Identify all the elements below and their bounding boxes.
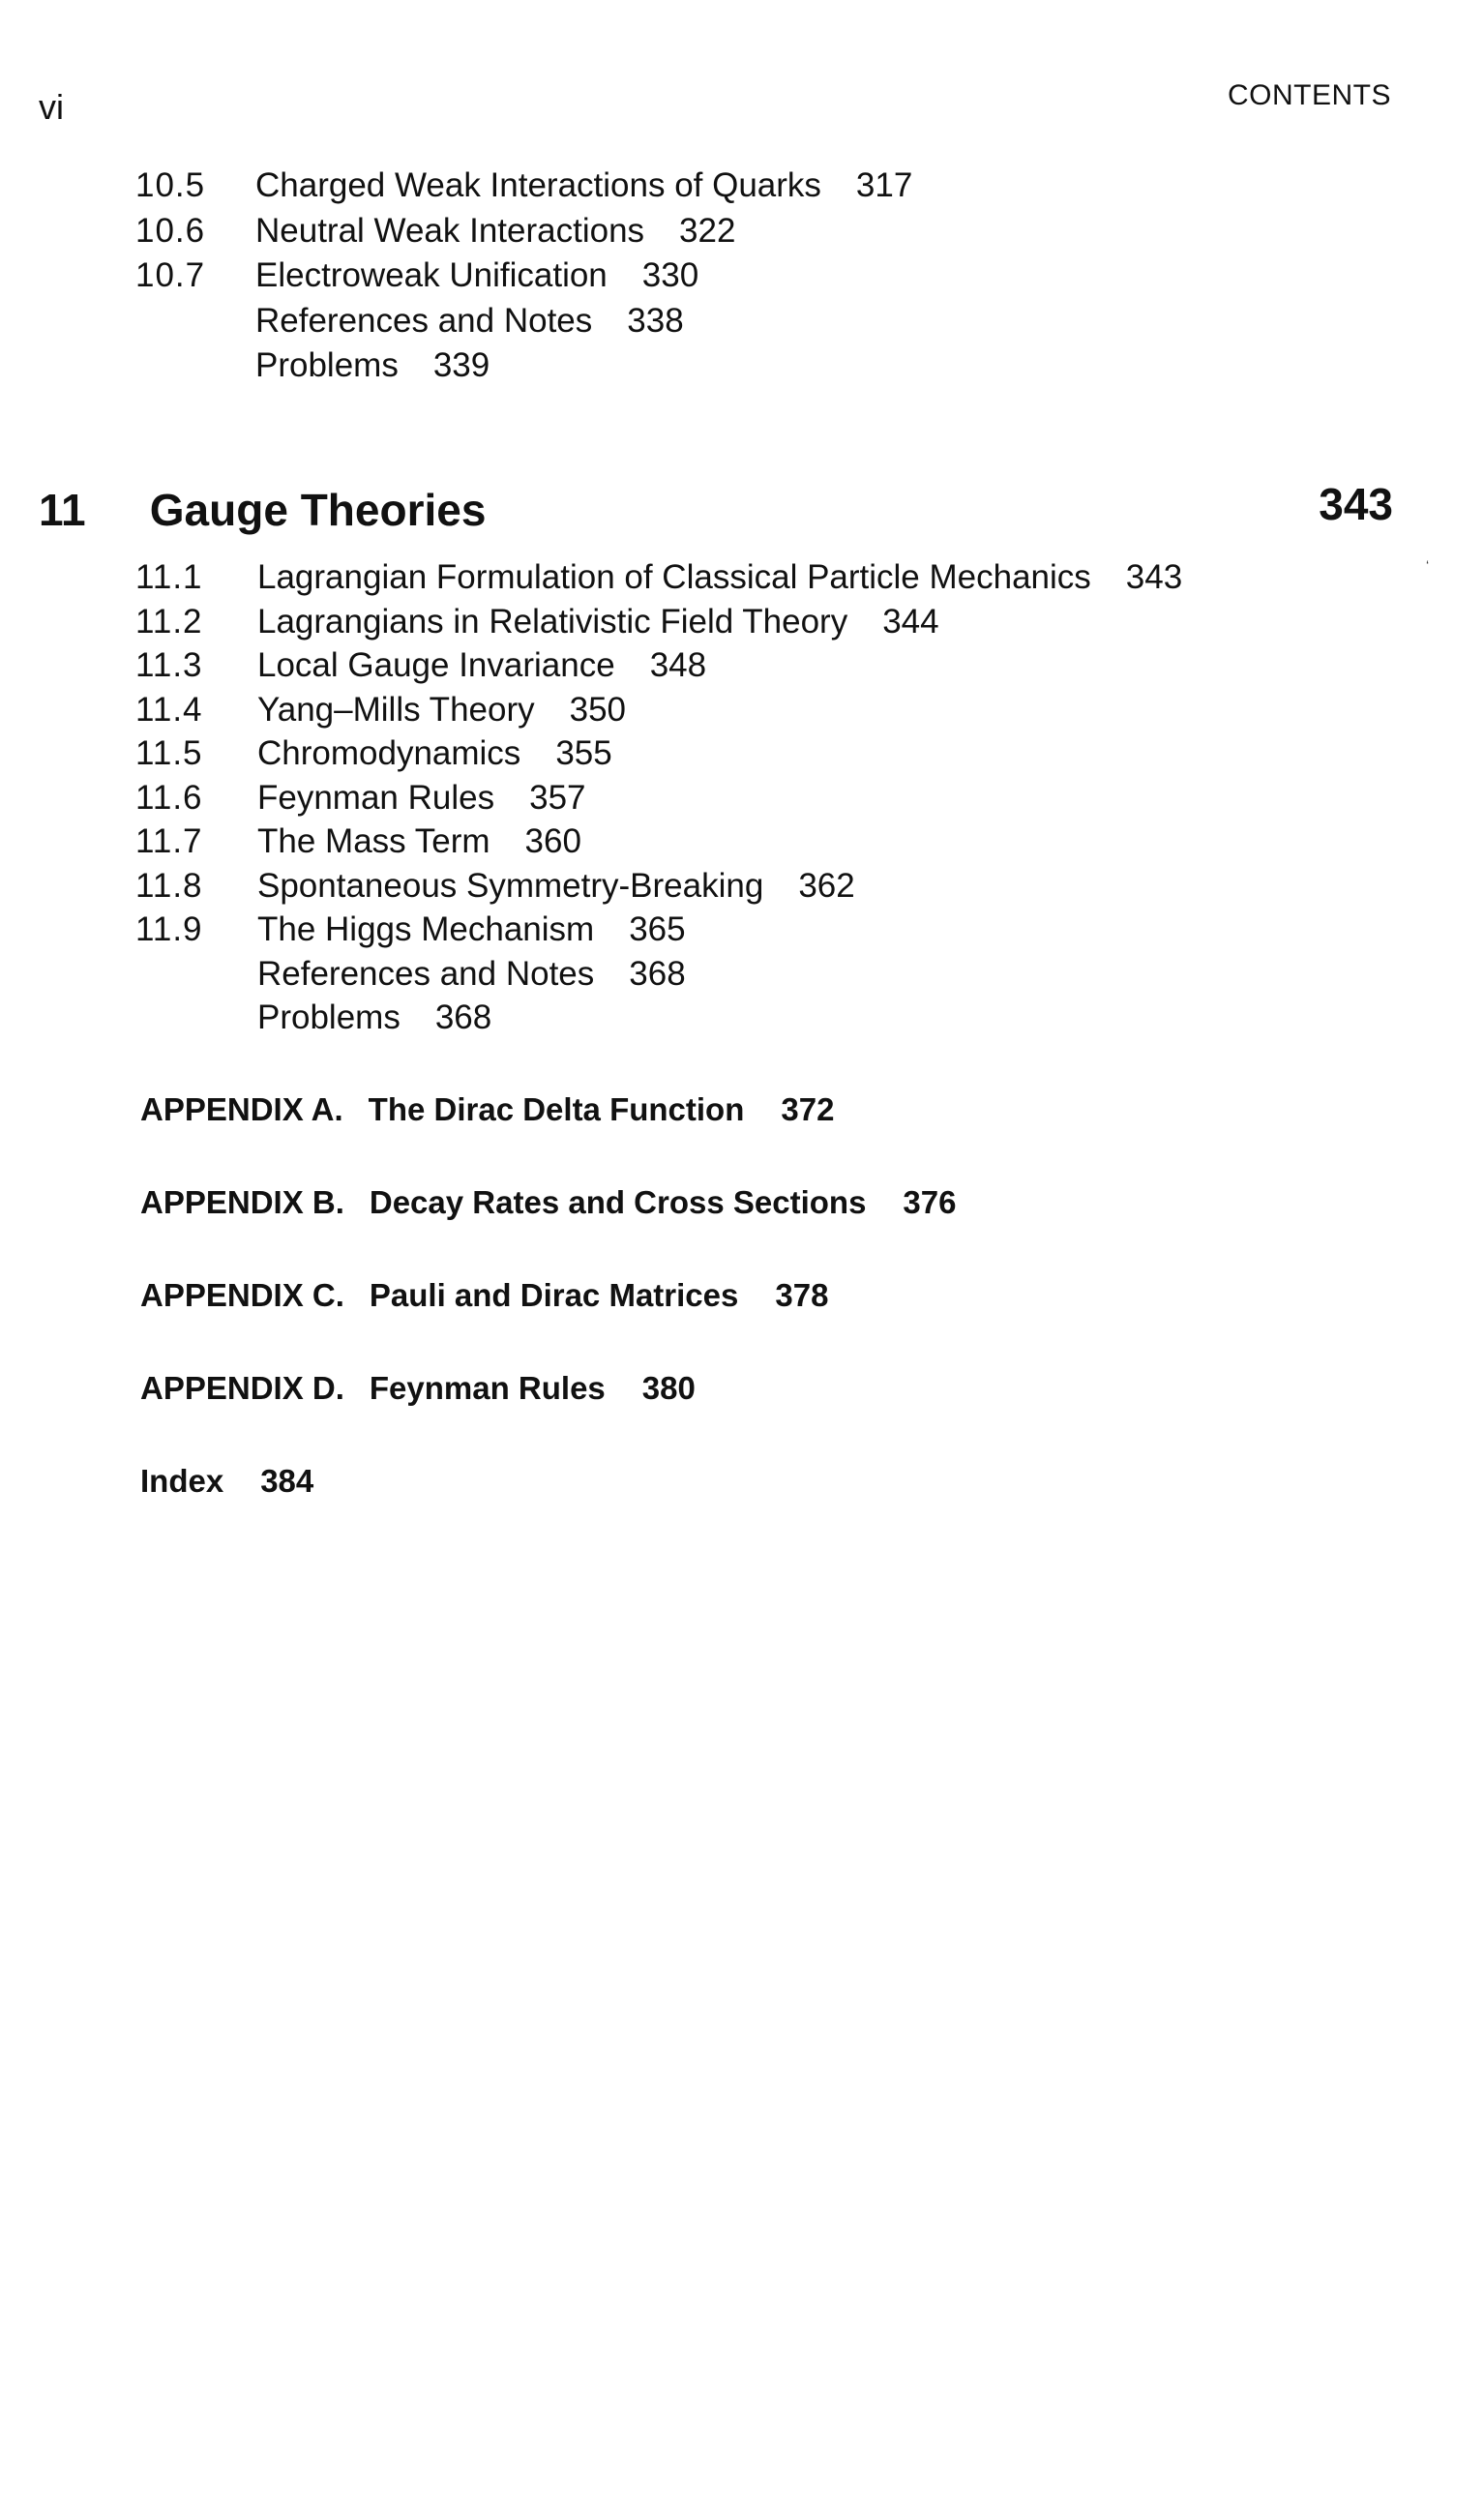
- page-number: 322: [679, 211, 736, 250]
- appendix-title: Pauli and Dirac Matrices: [369, 1277, 739, 1313]
- page-number: 317: [855, 166, 913, 204]
- toc-entry[interactable]: [135, 779, 1182, 823]
- toc-entry[interactable]: [135, 603, 1182, 647]
- appendix-title: Feynman Rules: [369, 1370, 606, 1406]
- page-number: 338: [627, 301, 684, 340]
- section-title: Spontaneous Symmetry-Breaking: [257, 866, 764, 905]
- index-title: Index: [140, 1463, 224, 1499]
- page-number: 339: [432, 346, 490, 384]
- appendix-list: [140, 1091, 956, 1556]
- section-number: 11.3: [135, 646, 203, 684]
- appendix-label: APPENDIX D.: [140, 1370, 344, 1406]
- appendix-entry[interactable]: [140, 1370, 956, 1463]
- page-number: 384: [260, 1463, 314, 1499]
- section-title: Problems: [257, 999, 401, 1036]
- chapter-11-sections: [135, 558, 1182, 1043]
- section-title: Lagrangians in Relativistic Field Theory: [257, 602, 848, 641]
- section-title: Local Gauge Invariance: [257, 646, 615, 684]
- toc-entry[interactable]: [135, 955, 1182, 999]
- section-title: Charged Weak Interactions of Quarks: [255, 166, 821, 204]
- page-number: 365: [629, 910, 686, 948]
- stray-mark: ‘: [1426, 557, 1430, 573]
- page-number: 348: [649, 646, 707, 684]
- chapter-page-number: 343: [1319, 479, 1393, 529]
- chapter-title: Gauge Theories: [149, 485, 487, 535]
- index-entry[interactable]: [140, 1463, 956, 1556]
- appendix-label: APPENDIX B.: [140, 1184, 344, 1220]
- section-title: Chromodynamics: [257, 734, 521, 772]
- chapter-number: 11: [39, 485, 86, 535]
- page-number: 368: [434, 999, 492, 1036]
- toc-entry[interactable]: [135, 558, 1182, 603]
- toc-entry[interactable]: [135, 646, 1182, 691]
- page-number: 378: [775, 1277, 829, 1313]
- running-head: CONTENTS: [1228, 79, 1391, 111]
- page-number: 360: [524, 822, 581, 860]
- section-title: The Higgs Mechanism: [257, 910, 595, 948]
- section-number: 11.4: [135, 690, 203, 729]
- chapter-heading[interactable]: [39, 479, 1393, 536]
- page-number: 368: [629, 954, 686, 993]
- section-title: References and Notes: [255, 301, 593, 340]
- toc-entry[interactable]: [135, 302, 912, 347]
- toc-entry[interactable]: [135, 822, 1182, 867]
- section-number: 11.6: [135, 778, 203, 817]
- appendix-entry[interactable]: [140, 1091, 956, 1184]
- page-number: 357: [529, 778, 586, 817]
- section-number: 11.1: [135, 558, 203, 596]
- section-title: Yang–Mills Theory: [257, 690, 535, 729]
- appendix-label: APPENDIX C.: [140, 1277, 344, 1313]
- section-title: Electroweak Unification: [255, 256, 608, 294]
- page-folio: vi: [39, 87, 64, 127]
- appendix-title: Decay Rates and Cross Sections: [369, 1184, 867, 1220]
- section-number: 11.8: [135, 866, 203, 905]
- toc-entry[interactable]: [135, 999, 1182, 1043]
- section-title: Neutral Weak Interactions: [255, 211, 645, 250]
- page-number: 350: [569, 690, 627, 729]
- appendix-title: The Dirac Delta Function: [368, 1091, 745, 1127]
- section-number: 10.5: [135, 166, 206, 204]
- page-number: 343: [1125, 558, 1183, 596]
- chapter-10-sections: [135, 166, 912, 392]
- page-number: 380: [641, 1370, 696, 1406]
- section-number: 11.2: [135, 602, 203, 641]
- toc-entry[interactable]: [135, 166, 912, 212]
- section-title: Feynman Rules: [257, 778, 495, 817]
- section-title: The Mass Term: [257, 822, 490, 860]
- page-number: 372: [781, 1091, 835, 1127]
- section-title: Lagrangian Formulation of Classical Particle Mechanics: [257, 558, 1091, 596]
- toc-entry[interactable]: [135, 691, 1182, 735]
- toc-entry[interactable]: [135, 734, 1182, 779]
- appendix-entry[interactable]: [140, 1277, 956, 1370]
- page-number: 330: [641, 256, 699, 294]
- page-number: 344: [882, 602, 939, 641]
- toc-entry[interactable]: [135, 910, 1182, 955]
- toc-entry[interactable]: [135, 346, 912, 392]
- appendix-entry[interactable]: [140, 1184, 956, 1277]
- section-number: 11.9: [135, 910, 203, 948]
- section-number: 11.5: [135, 734, 203, 772]
- section-number: 10.6: [135, 211, 206, 250]
- section-number: 11.7: [135, 822, 203, 860]
- page-number: 362: [798, 866, 855, 905]
- section-title: References and Notes: [257, 954, 595, 993]
- page-number: 376: [903, 1184, 957, 1220]
- toc-entry[interactable]: [135, 256, 912, 302]
- section-number: 10.7: [135, 256, 206, 294]
- appendix-label: APPENDIX A.: [140, 1091, 343, 1127]
- toc-entry[interactable]: [135, 212, 912, 257]
- page-number: 355: [555, 734, 612, 772]
- section-title: Problems: [255, 346, 399, 384]
- toc-entry[interactable]: [135, 867, 1182, 911]
